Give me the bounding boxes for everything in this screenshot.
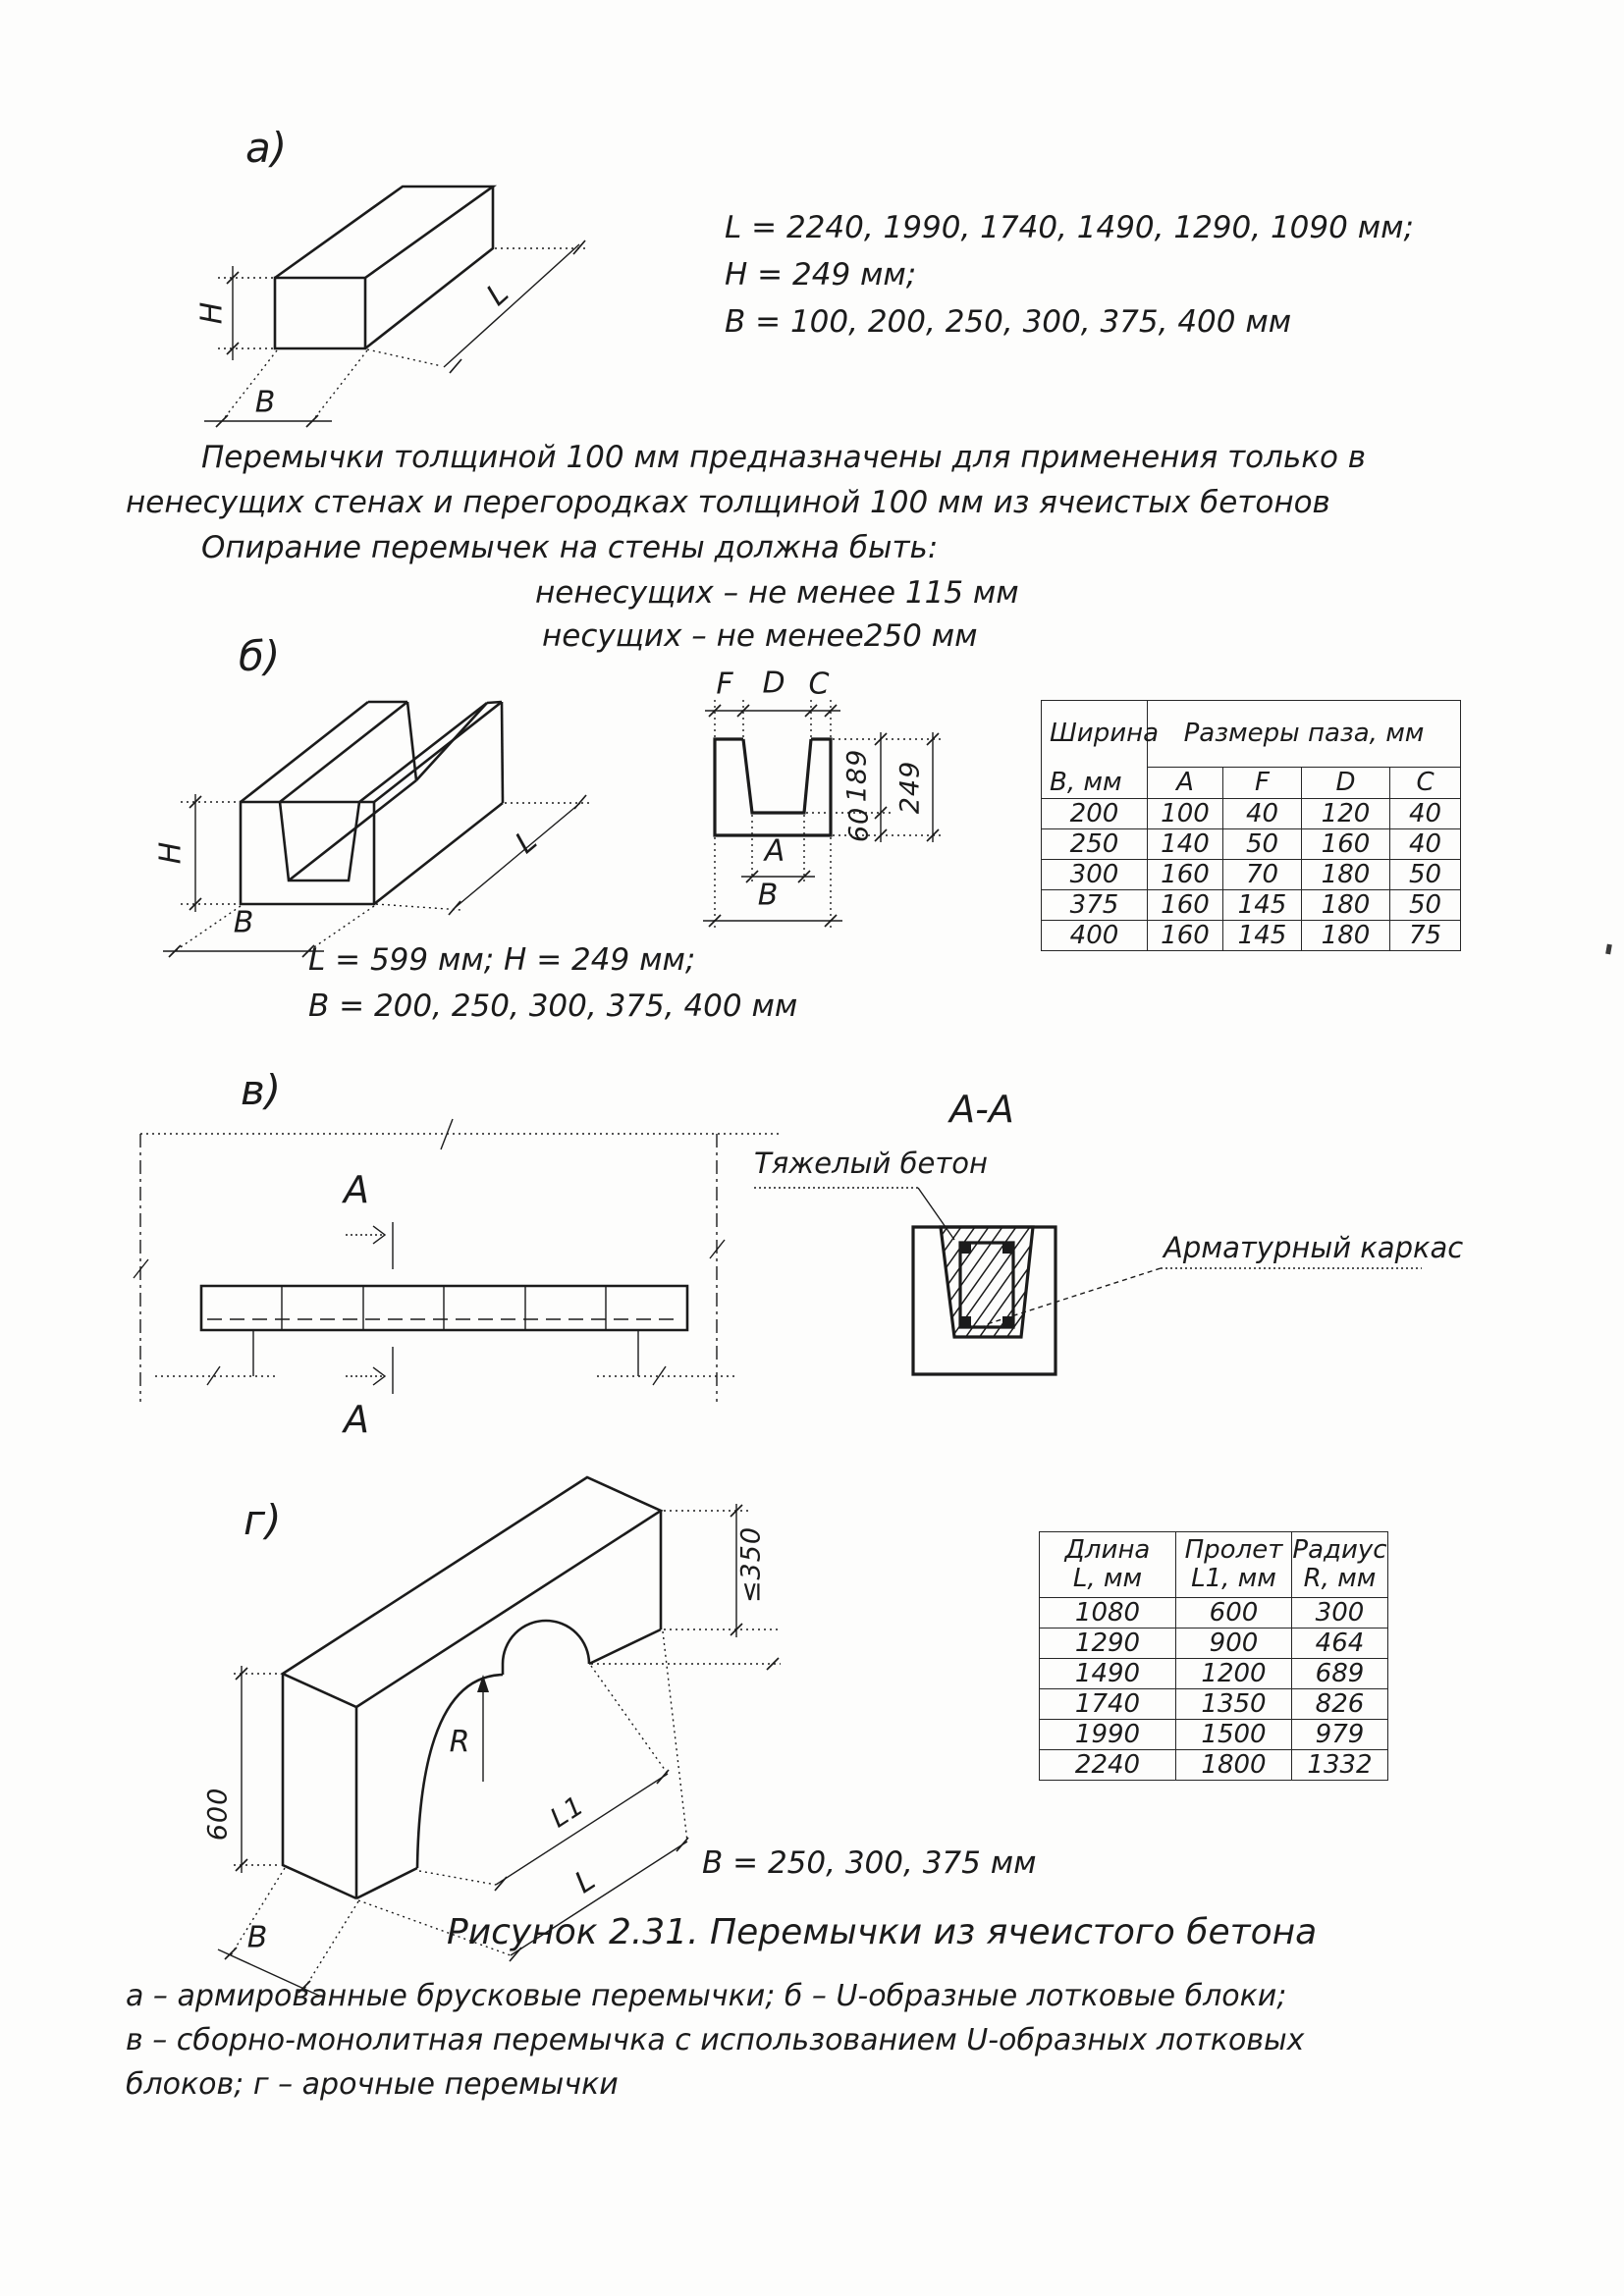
column-header: A — [1148, 768, 1223, 799]
legend-line: в – сборно-монолитная перемычка с использованием U-образных лотковых — [126, 2023, 1305, 2057]
table-cell: 50 — [1390, 890, 1461, 921]
column-header — [1292, 1532, 1388, 1598]
table-cell: 50 — [1223, 829, 1302, 860]
dim-label-a: A — [764, 833, 785, 869]
table-cell: 160 — [1148, 921, 1223, 951]
note-line: ненесущих стенах и перегородках толщиной 100 мм из ячеистых бетонов — [126, 485, 1330, 520]
dim-label-b: B — [757, 878, 779, 913]
cut-mark-bottom: А — [344, 1398, 369, 1441]
dim-label-c: C — [808, 667, 830, 702]
table-row — [1040, 1689, 1388, 1720]
table-cell — [1042, 701, 1160, 768]
table-row — [1042, 799, 1461, 829]
column-header: Ширина — [1050, 719, 1160, 749]
spec-line: B = 200, 250, 300, 375, 400 мм — [308, 988, 798, 1024]
table-header-row — [1042, 701, 1461, 768]
note-line: Перемычки толщиной 100 мм предназначены для применения только в — [201, 440, 1367, 475]
table-row — [1042, 860, 1461, 890]
dim-label-b: B — [246, 1920, 268, 1955]
table-cell: 300 — [1042, 860, 1148, 890]
table-cell: 160 — [1148, 860, 1223, 890]
table-row — [1042, 890, 1461, 921]
table-cell: 600 — [1176, 1598, 1292, 1629]
table-cell: 180 — [1302, 921, 1390, 951]
table-cell: 1800 — [1176, 1750, 1292, 1781]
table-cell: 464 — [1292, 1629, 1388, 1659]
table-cell: 1490 — [1040, 1659, 1176, 1689]
table-cell: 1332 — [1292, 1750, 1388, 1781]
dim-label-60: 60 — [843, 806, 875, 843]
spec-line: B = 100, 200, 250, 300, 375, 400 мм — [725, 304, 1292, 340]
spec-line: H = 249 мм; — [725, 257, 917, 293]
column-header-line: Пролет — [1184, 1535, 1283, 1566]
table-cell: 979 — [1292, 1720, 1388, 1750]
section-label-v: в) — [241, 1066, 282, 1114]
column-header-line: R, мм — [1303, 1564, 1377, 1593]
table-cell: 2240 — [1040, 1750, 1176, 1781]
table-cell: 1500 — [1176, 1720, 1292, 1750]
dim-label-f: F — [716, 667, 733, 702]
dim-label-l: L — [480, 276, 515, 313]
table-cell: 140 — [1148, 829, 1223, 860]
table-cell: 120 — [1302, 799, 1390, 829]
table-cell: 160 — [1148, 890, 1223, 921]
callout-rebar-cage: Арматурный каркас — [1164, 1231, 1464, 1264]
column-header: D — [1302, 768, 1390, 799]
drawing-v-section-detail — [754, 1188, 1422, 1374]
table-cell: 180 — [1302, 890, 1390, 921]
table-cell: 1350 — [1176, 1689, 1292, 1720]
table-cell: 40 — [1223, 799, 1302, 829]
dim-label-249: 249 — [894, 760, 926, 815]
dim-label-b: B — [233, 905, 254, 940]
column-header — [1176, 1532, 1292, 1598]
spec-line: L = 599 мм; H = 249 мм; — [308, 942, 696, 978]
table-cell: 1290 — [1040, 1629, 1176, 1659]
dim-label-r: R — [449, 1725, 470, 1760]
note-line: ненесущих – не менее 115 мм — [535, 575, 1019, 611]
dim-label-d: D — [762, 666, 785, 701]
table-row — [1042, 921, 1461, 951]
arch-dimensions-table — [1039, 1531, 1388, 1781]
column-group-header: Размеры паза, мм — [1148, 701, 1461, 768]
drawing-b-ublock-3d — [163, 702, 593, 957]
legend-line: а – армированные брусковые перемычки; б – U-образные лотковые блоки; — [126, 1979, 1287, 2013]
figure-caption: Рисунок 2.31. Перемычки из ячеистого бетона — [447, 1912, 1318, 1952]
table-cell: 400 — [1042, 921, 1148, 951]
column-header-line: L1, мм — [1191, 1564, 1276, 1593]
dim-label-600: 600 — [202, 1787, 234, 1842]
scan-speck — [1605, 944, 1612, 955]
column-header: B, мм — [1050, 767, 1122, 797]
dim-label-h: H — [153, 841, 189, 865]
dim-label-l: L — [509, 824, 544, 861]
column-header-line: Радиус — [1292, 1535, 1387, 1566]
spec-line: B = 250, 300, 375 мм — [702, 1845, 1037, 1881]
table-cell: 375 — [1042, 890, 1148, 921]
table-row — [1040, 1720, 1388, 1750]
dim-label-h: H — [194, 301, 230, 325]
table-cell: 180 — [1302, 860, 1390, 890]
note-line: несущих – не менее250 мм — [542, 618, 978, 654]
dim-label-l1: L1 — [545, 1789, 590, 1835]
table-cell: 100 — [1148, 799, 1223, 829]
detail-title-a-a: А-А — [949, 1088, 1014, 1131]
table-cell: 1200 — [1176, 1659, 1292, 1689]
table-cell: 826 — [1292, 1689, 1388, 1720]
spec-line: L = 2240, 1990, 1740, 1490, 1290, 1090 мм; — [725, 210, 1414, 245]
table-row — [1042, 829, 1461, 860]
table-subheader-row — [1042, 768, 1461, 799]
drawing-v-elevation — [134, 1119, 781, 1402]
dim-label-b: B — [254, 385, 276, 420]
table-cell: 200 — [1042, 799, 1148, 829]
table-cell: 145 — [1223, 890, 1302, 921]
table-row — [1040, 1629, 1388, 1659]
column-header — [1040, 1532, 1176, 1598]
column-header-line: Длина — [1064, 1535, 1151, 1566]
table-cell: 75 — [1390, 921, 1461, 951]
note-line: Опирание перемычек на стены должна быть: — [201, 530, 939, 565]
table-cell: 250 — [1042, 829, 1148, 860]
dim-label-rise: ≤350 — [735, 1525, 767, 1604]
dim-label-189: 189 — [841, 748, 873, 803]
table-cell: 1990 — [1040, 1720, 1176, 1750]
table-header-row — [1040, 1532, 1388, 1598]
section-label-g: г) — [244, 1496, 282, 1544]
cut-mark-top: А — [344, 1168, 369, 1211]
dim-label-l: L — [568, 1862, 602, 1901]
table-cell — [1042, 768, 1148, 799]
table-row — [1040, 1750, 1388, 1781]
column-header-line: L, мм — [1072, 1564, 1143, 1593]
table-cell: 160 — [1302, 829, 1390, 860]
table-cell: 40 — [1390, 829, 1461, 860]
table-cell: 40 — [1390, 799, 1461, 829]
drawing-b-cross-section — [703, 700, 945, 929]
table-cell: 145 — [1223, 921, 1302, 951]
callout-heavy-concrete: Тяжелый бетон — [754, 1147, 988, 1180]
table-cell: 50 — [1390, 860, 1461, 890]
table-row — [1040, 1659, 1388, 1689]
table-cell: 1080 — [1040, 1598, 1176, 1629]
column-header: F — [1223, 768, 1302, 799]
table-row — [1040, 1598, 1388, 1629]
legend-line: блоков; г – арочные перемычки — [126, 2067, 619, 2102]
section-label-b: б) — [239, 632, 281, 680]
column-header: C — [1390, 768, 1461, 799]
table-cell: 300 — [1292, 1598, 1388, 1629]
groove-size-table — [1041, 700, 1461, 951]
section-label-a: а) — [245, 124, 288, 172]
table-cell: 900 — [1176, 1629, 1292, 1659]
table-cell: 1740 — [1040, 1689, 1176, 1720]
table-cell: 689 — [1292, 1659, 1388, 1689]
table-cell: 70 — [1223, 860, 1302, 890]
